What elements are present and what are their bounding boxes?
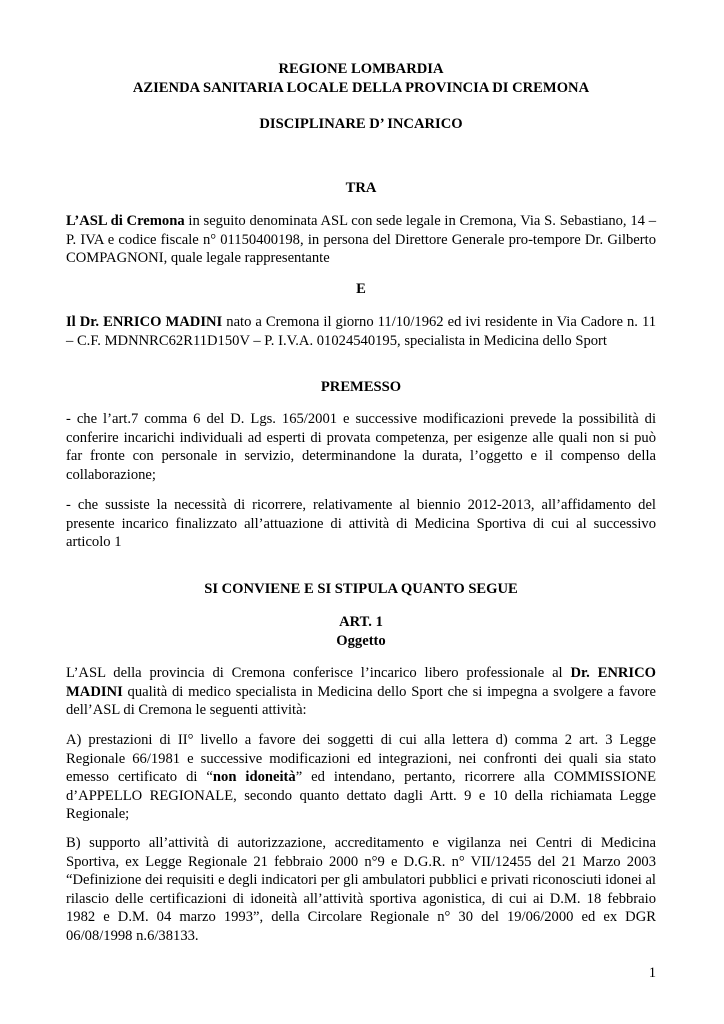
article-1-intro xyxy=(66,664,656,720)
heading-conviene: SI CONVIENE E SI STIPULA QUANTO SEGUE xyxy=(204,581,518,597)
heading-e: E xyxy=(356,281,366,297)
article-1-item-b: B) supporto all’attività di autorizzazione, accreditamento e vigilanza nei Centri di Medicina Sportiva, ex Legge Regionale 21 febbraio 2000 n°9 e D.G.R. n° VII/12455 del 21 Marzo 2003 “Definizione dei requisiti e degli indicatori per gli ambulatori pubblici e privati riconosciuti idonei al rilascio delle certificazioni di idoneità all’attività sportiva agonistica, di cui ai D.M. 18 febbraio 1982 e D.M. 04 marzo 1993”, della Circolare Regionale n° 30 del 19/06/2000 ed ex DGR 06/08/1998 n.6/38133. xyxy=(66,835,656,944)
premesso-paragraph-2: - che sussiste la necessità di ricorrere, relativamente al biennio 2012-2013, all’affidamento del presente incarico finalizzato all’attuazione di attività di Medicina Sportiva di cui al successivo articolo 1 xyxy=(66,497,656,550)
party1-name: L’ASL di Cremona xyxy=(66,213,185,229)
item-a-bold: non idoneità xyxy=(212,769,296,785)
heading-premesso: PREMESSO xyxy=(320,379,402,395)
article-1-heading xyxy=(66,613,656,650)
party2-paragraph xyxy=(66,313,656,350)
intro-text-b: qualità di medico specialista in Medicina dello Sport che si impegna a svolgere a favore dell’ASL di Cremona le seguenti attività: xyxy=(66,683,656,718)
header xyxy=(66,60,656,97)
article-title: Oggetto xyxy=(336,632,386,649)
header-region: REGIONE LOMBARDIA xyxy=(278,61,444,77)
intro-bold-name: Dr. ENRICO MADINI xyxy=(66,665,657,700)
premesso-paragraph-1: - che l’art.7 comma 6 del D. Lgs. 165/2001 e successive modificazioni prevede la possibilità di conferire incarichi individuali ad esperti di provata competenza, per esigenze alle quali non si può far fronte con personale in servizio, determinandone la durata, l’oggetto e il compenso della collaborazione; xyxy=(66,411,656,483)
intro-text-a: L’ASL della provincia di Cremona conferisce l’incarico libero professionale al xyxy=(66,665,571,681)
page-number: 1 xyxy=(648,965,656,981)
party1-paragraph xyxy=(66,212,656,268)
article-1-item-a xyxy=(66,731,656,824)
document-title: DISCIPLINARE D’ INCARICO xyxy=(259,116,463,132)
header-agency: AZIENDA SANITARIA LOCALE DELLA PROVINCIA DI CREMONA xyxy=(132,79,590,96)
party1-text: in seguito denominata ASL con sede legale in Cremona, Via S. Sebastiano, 14 – P. IVA e codice fiscale n° 01150400198, in persona del Direttore Generale pro-tempore Dr. Gilberto COMPAGNONI, quale legale rappresentante xyxy=(66,213,656,266)
article-number: ART. 1 xyxy=(339,614,383,630)
item-a-text-1: A) prestazioni di II° livello a favore dei soggetti di cui alla lettera d) comma 2 art. 3 Legge Regionale 66/1981 e successive modificazioni ed integrazioni, nei confronti dei quali sia stato emesso certificato di “ xyxy=(66,732,656,785)
item-a-text-2: ” ed intendano, pertanto, ricorrere alla COMMISSIONE d’APPELLO REGIONALE, secondo quanto dettato dagli Artt. 9 e 10 della richiamata Legge Regionale; xyxy=(66,769,656,822)
heading-tra: TRA xyxy=(345,180,377,196)
party2-name: Il Dr. ENRICO MADINI xyxy=(66,314,223,330)
party2-text: nato a Cremona il giorno 11/10/1962 ed ivi residente in Via Cadore n. 11 – C.F. MDNNRC62R11D150V – P. I.V.A. 01024540195, specialista in Medicina dello Sport xyxy=(66,314,657,349)
